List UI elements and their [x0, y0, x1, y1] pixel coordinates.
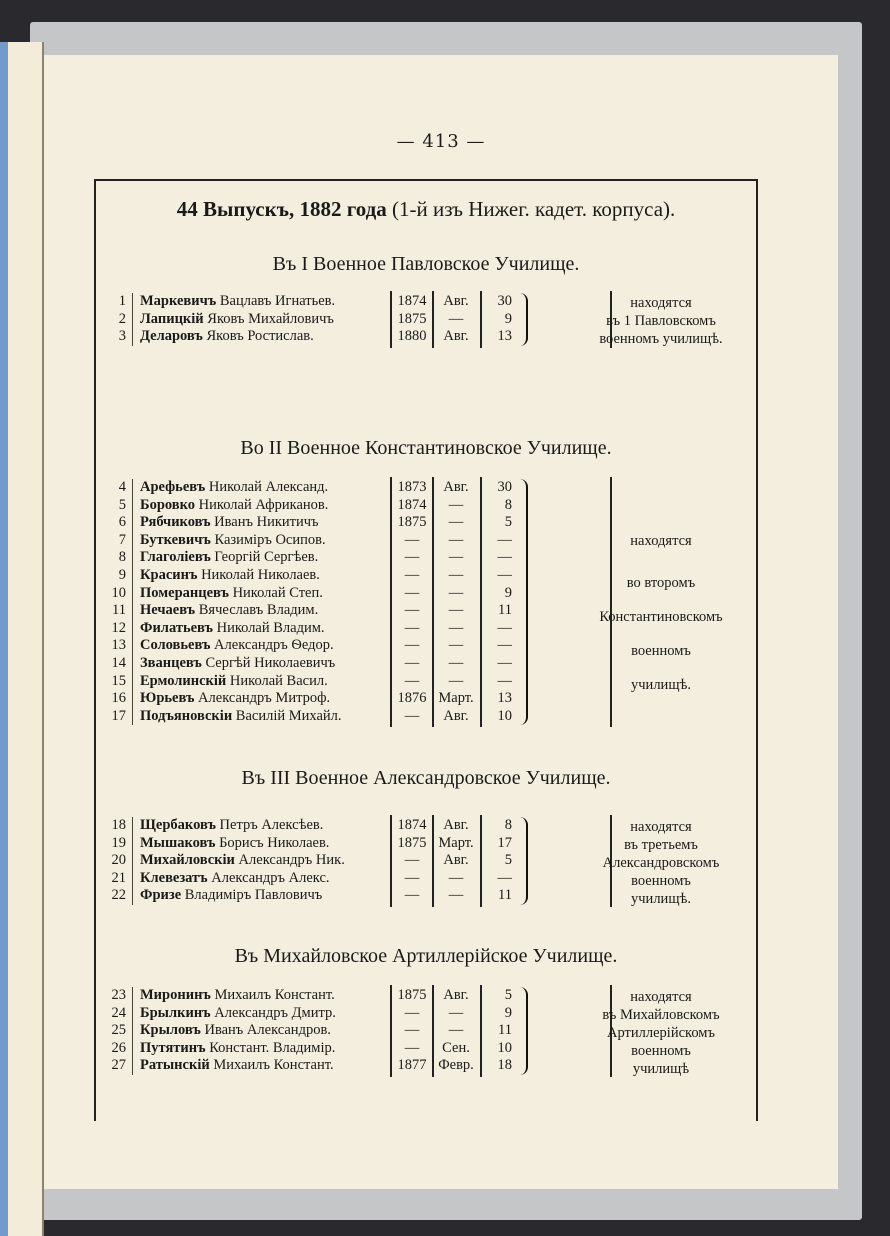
entry-day: — [497, 869, 512, 886]
column-rule [480, 477, 482, 727]
entry-year: 1880 [397, 328, 427, 345]
entry-day: 9 [504, 310, 512, 327]
entry-day: 5 [504, 852, 512, 869]
column-rule [480, 291, 482, 348]
entry-month: — [448, 869, 464, 886]
entry-name [140, 835, 390, 853]
entry-given-name: Александръ Алекс. [207, 869, 330, 886]
entry-year: 1874 [397, 496, 427, 513]
entry-year: — [404, 531, 420, 548]
roster-block [96, 987, 756, 1075]
entry-number: 4 [118, 479, 126, 495]
entry-given-name: Михаилъ Констант. [209, 1057, 334, 1074]
entry-year: — [404, 852, 420, 869]
placement-note-line: военномъ [631, 643, 691, 659]
placement-note-line: Александровскомъ [602, 855, 720, 871]
table-row [96, 497, 756, 515]
entry-day: — [497, 637, 512, 654]
entry-surname: Юрьевъ [140, 690, 195, 707]
entry-number: 15 [111, 672, 126, 689]
entry-day: — [497, 531, 512, 548]
entry-name [140, 585, 390, 603]
number-column-rule [132, 479, 133, 725]
entry-surname: Ратынскій [140, 1057, 210, 1074]
section-title: Въ Михайловское Артиллерійское Училище. [234, 945, 618, 967]
entry-name [140, 293, 390, 311]
entry-number: 22 [111, 887, 126, 904]
left-page-edge [0, 42, 44, 1236]
entry-surname: Крыловъ [140, 1022, 201, 1039]
entry-surname: Соловьевъ [140, 637, 211, 654]
entry-month: — [448, 496, 464, 513]
entry-day: 30 [497, 479, 512, 495]
placement-note-line: Артиллерійскомъ [607, 1025, 715, 1041]
entry-year: 1875 [397, 514, 427, 531]
entry-month: — [448, 1022, 464, 1039]
entry-given-name: Вячеславъ Владим. [195, 602, 319, 619]
placement-note-line: военномъ [631, 873, 691, 889]
entry-surname: Красинъ [140, 566, 198, 583]
grouping-brace [518, 479, 528, 725]
placement-note-line: въ третьемъ [624, 837, 698, 853]
entry-year: — [404, 1004, 420, 1021]
entry-year: — [404, 584, 420, 601]
entry-name [140, 479, 390, 497]
entry-number: 13 [111, 637, 126, 654]
entry-name [140, 532, 390, 550]
entry-month: Авг. [443, 852, 469, 869]
entry-given-name: Александръ Митроф. [194, 690, 331, 707]
entry-name [140, 852, 390, 870]
entry-surname: Маркевичъ [140, 293, 217, 309]
entry-number: 21 [111, 869, 126, 886]
entry-month: — [448, 531, 464, 548]
entry-day: 5 [504, 987, 512, 1003]
entry-month: — [448, 310, 464, 327]
entry-given-name: Александръ Дмитр. [210, 1004, 336, 1021]
number-column-rule [132, 987, 133, 1075]
entry-surname: Подъяновскіи [140, 707, 233, 724]
entry-day: — [497, 566, 512, 583]
entry-number: 8 [118, 549, 126, 566]
entry-number: 14 [111, 654, 126, 671]
entry-surname: Клевезатъ [140, 869, 208, 886]
roster-frame [94, 179, 758, 1121]
entry-given-name: Михаилъ Констант. [210, 987, 335, 1003]
entry-day: 9 [504, 1004, 512, 1021]
number-column-rule [132, 293, 133, 346]
entry-surname: Фризе [140, 887, 182, 904]
entry-number: 11 [112, 602, 126, 619]
entry-number: 5 [118, 496, 126, 513]
entry-number: 16 [111, 690, 126, 707]
entry-surname: Буткевичъ [140, 531, 211, 548]
entry-number: 19 [111, 834, 126, 851]
entry-surname: Ермолинскій [140, 672, 227, 689]
entry-day: 13 [497, 328, 512, 345]
entry-name [140, 620, 390, 638]
entry-day: 10 [497, 1039, 512, 1056]
column-rule [432, 815, 434, 907]
entry-given-name: Борисъ Николаев. [215, 834, 330, 851]
placement-note-line: училищѣ. [631, 891, 691, 907]
column-rule [432, 985, 434, 1077]
entry-day: 17 [497, 834, 512, 851]
column-rule [390, 477, 392, 727]
entry-surname: Брылкинъ [140, 1004, 211, 1021]
entry-year: — [404, 619, 420, 636]
entry-name [140, 1005, 390, 1023]
column-rule [432, 291, 434, 348]
entry-number: 26 [111, 1039, 126, 1056]
entry-name [140, 1057, 390, 1075]
entry-name [140, 497, 390, 515]
entry-name [140, 637, 390, 655]
entry-day: 8 [504, 496, 512, 513]
entry-name [140, 690, 390, 708]
entry-number: 27 [111, 1057, 126, 1074]
issue-title [96, 197, 756, 222]
entry-given-name: Вацлавъ Игнатьев. [216, 293, 336, 309]
entry-name [140, 1040, 390, 1058]
table-row [96, 514, 756, 532]
entry-number: 1 [118, 293, 126, 309]
placement-note-line: военномъ училищѣ. [599, 331, 723, 347]
entry-month: Авг. [443, 987, 469, 1003]
entry-given-name: Александръ Ѳедор. [210, 637, 334, 654]
entry-name [140, 870, 390, 888]
entry-day: 8 [504, 817, 512, 833]
entry-month: Авг. [443, 817, 469, 833]
entry-surname: Мышаковъ [140, 834, 216, 851]
entry-day: 13 [497, 690, 512, 707]
entry-surname: Званцевъ [140, 654, 202, 671]
entry-surname: Рябчиковъ [140, 514, 211, 531]
entry-number: 12 [111, 619, 126, 636]
entry-name [140, 987, 390, 1005]
entry-month: — [448, 549, 464, 566]
entry-day: 9 [504, 584, 512, 601]
entry-name [140, 887, 390, 905]
entry-given-name: Петръ Алексѣев. [215, 817, 324, 833]
section-title: Въ I Военное Павловское Училище. [272, 253, 580, 275]
entry-year: 1877 [397, 1057, 427, 1074]
entry-given-name: Николай Африканов. [195, 496, 329, 513]
column-rule [390, 815, 392, 907]
entry-month: — [448, 887, 464, 904]
entry-month: — [448, 514, 464, 531]
entry-number: 20 [111, 852, 126, 869]
entry-year: 1875 [397, 834, 427, 851]
placement-note-line: находятся [630, 295, 692, 311]
placement-note-line: находятся [630, 989, 692, 1005]
entry-month: Март. [438, 834, 474, 851]
entry-given-name: Яковъ Михайловичъ [203, 310, 334, 327]
entry-month: — [448, 637, 464, 654]
entry-given-name: Николай Александ. [205, 479, 329, 495]
entry-name [140, 708, 390, 726]
entry-month: — [448, 672, 464, 689]
entry-year: — [404, 549, 420, 566]
entry-name [140, 655, 390, 673]
entry-given-name: Александръ Ник. [234, 852, 345, 869]
table-row [96, 708, 756, 726]
entry-month: — [448, 619, 464, 636]
entry-number: 9 [118, 566, 126, 583]
entry-given-name: Георгій Сергѣев. [210, 549, 319, 566]
entry-given-name: Василій Михайл. [232, 707, 342, 724]
entry-year: — [404, 1022, 420, 1039]
entry-month: — [448, 566, 464, 583]
grouping-brace [518, 817, 528, 905]
column-rule [432, 477, 434, 727]
grouping-brace [518, 293, 528, 346]
placement-note-line: въ Михайловскомъ [602, 1007, 720, 1023]
page-edge-tint [0, 42, 8, 1236]
entry-month: Авг. [443, 479, 469, 495]
entry-year: — [404, 707, 420, 724]
entry-given-name: Иванъ Александров. [200, 1022, 331, 1039]
placement-note-line: училищѣ. [631, 677, 691, 693]
entry-surname: Щербаковъ [140, 817, 216, 833]
entry-month: Сен. [442, 1039, 470, 1056]
placement-note-line: военномъ [631, 1043, 691, 1059]
entry-year: 1875 [397, 987, 427, 1003]
entry-surname: Лапицкій [140, 310, 204, 327]
placement-note-line: находятся [630, 819, 692, 835]
number-column-rule [132, 817, 133, 905]
entry-year: 1876 [397, 690, 427, 707]
entry-month: — [448, 602, 464, 619]
column-rule [480, 985, 482, 1077]
entry-year: 1875 [397, 310, 427, 327]
entry-number: 24 [111, 1004, 126, 1021]
entry-name [140, 673, 390, 691]
entry-month: — [448, 584, 464, 601]
entry-number: 10 [111, 584, 126, 601]
entry-number: 17 [111, 707, 126, 724]
entry-given-name: Николай Владим. [212, 619, 325, 636]
entry-year: 1874 [397, 293, 427, 309]
entry-year: — [404, 602, 420, 619]
entry-given-name: Сергѣй Николаевичъ [201, 654, 336, 671]
table-row [96, 549, 756, 567]
entry-year: — [404, 1039, 420, 1056]
placement-note-line: Константиновскомъ [599, 609, 723, 625]
column-rule [390, 985, 392, 1077]
table-row [96, 479, 756, 497]
entry-given-name: Иванъ Никитичъ [210, 514, 319, 531]
entry-month: — [448, 1004, 464, 1021]
entry-surname: Путятинъ [140, 1039, 206, 1056]
entry-year: 1873 [397, 479, 427, 495]
entry-surname: Филатьевъ [140, 619, 213, 636]
entry-number: 3 [118, 328, 126, 345]
column-rule [480, 815, 482, 907]
entry-day: 5 [504, 514, 512, 531]
entry-day: 11 [498, 1022, 512, 1039]
entry-day: 30 [497, 293, 512, 309]
entry-month: Авг. [443, 707, 469, 724]
entry-day: 10 [497, 707, 512, 724]
entry-number: 7 [118, 531, 126, 548]
roster-block [96, 479, 756, 725]
entry-given-name: Николай Степ. [228, 584, 323, 601]
entry-year: — [404, 672, 420, 689]
entry-year: — [404, 654, 420, 671]
book-page [44, 55, 838, 1189]
entry-number: 2 [118, 310, 126, 327]
entry-day: 11 [498, 602, 512, 619]
entry-month: Февр. [438, 1057, 474, 1074]
placement-note-line: училищѣ [632, 1061, 690, 1077]
entry-year: — [404, 869, 420, 886]
entry-year: — [404, 637, 420, 654]
entry-name [140, 549, 390, 567]
entry-surname: Арефьевъ [140, 479, 206, 495]
issue-title-rest: (1-й изъ Нижег. кадет. корпуса). [392, 197, 676, 221]
entry-name [140, 1022, 390, 1040]
grouping-brace [518, 987, 528, 1075]
entry-surname: Глаголіевъ [140, 549, 211, 566]
entry-given-name: Владиміръ Павловичъ [181, 887, 323, 904]
entry-name [140, 328, 390, 346]
entry-given-name: Николай Васил. [226, 672, 328, 689]
placement-note-line: находятся [630, 533, 692, 549]
entry-surname: Нечаевъ [140, 602, 196, 619]
issue-title-bold: 44 Выпускъ, 1882 года [176, 197, 387, 221]
entry-day: 18 [497, 1057, 512, 1074]
entry-month: Март. [438, 690, 474, 707]
entry-year: 1874 [397, 817, 427, 833]
entry-month: Авг. [443, 328, 469, 345]
entry-given-name: Казиміръ Осипов. [210, 531, 326, 548]
entry-surname: Михайловскіи [140, 852, 235, 869]
entry-surname: Миронинъ [140, 987, 211, 1003]
section-title: Въ III Военное Александровское Училище. [241, 767, 611, 789]
entry-surname: Деларовъ [140, 328, 203, 345]
entry-month: — [448, 654, 464, 671]
roster-block [96, 817, 756, 905]
entry-day: — [497, 672, 512, 689]
entry-day: — [497, 549, 512, 566]
entry-surname: Померанцевъ [140, 584, 229, 601]
entry-number: 23 [111, 987, 126, 1003]
entry-day: — [497, 654, 512, 671]
entry-name [140, 602, 390, 620]
entry-day: — [497, 619, 512, 636]
placement-note-line: во второмъ [626, 575, 696, 591]
entry-number: 18 [111, 817, 126, 833]
entry-name [140, 311, 390, 329]
entry-month: Авг. [443, 293, 469, 309]
entry-number: 6 [118, 514, 126, 531]
entry-name [140, 514, 390, 532]
entry-name [140, 567, 390, 585]
entry-surname: Боровко [140, 496, 196, 513]
section-title: Во II Военное Константиновское Училище. [240, 437, 612, 459]
placement-note-line: въ 1 Павловскомъ [606, 313, 716, 329]
entry-number: 25 [111, 1022, 126, 1039]
entry-name [140, 817, 390, 835]
entry-given-name: Констант. Владимір. [205, 1039, 336, 1056]
entry-day: 11 [498, 887, 512, 904]
entry-year: — [404, 566, 420, 583]
entry-year: — [404, 887, 420, 904]
entry-given-name: Николай Николаев. [197, 566, 320, 583]
roster-block [96, 293, 756, 346]
entry-given-name: Яковъ Ростислав. [202, 328, 314, 345]
column-rule [390, 291, 392, 348]
page-number: — 413 — [396, 131, 486, 152]
